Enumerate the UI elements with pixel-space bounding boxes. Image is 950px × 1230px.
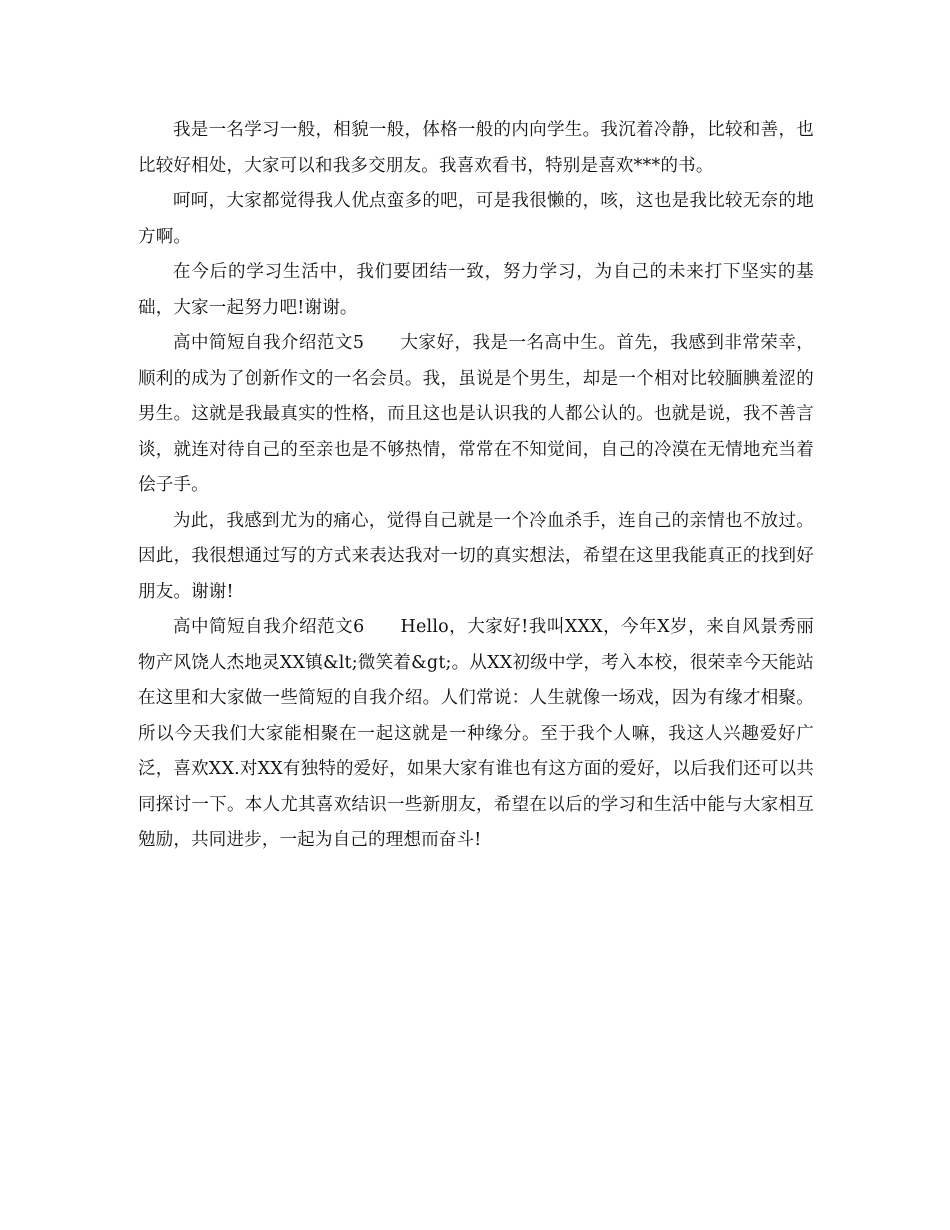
section-5-body: 大家好，我是一名高中生。首先，我感到非常荣幸，顺利的成为了创新作文的一名会员。我，虽说是个男生，却是一个相对比较腼腆羞涩的男生。这就是我最真实的性格，而且这也是认识我的人都公认的。也就是说，我不善言谈，就连对待自己的至亲也是不够热情，常常在不知觉间，自己的冷漠在无情地充当着侩子手。 <box>138 333 814 495</box>
paragraph-after-5: 为此，我感到尤为的痛心，觉得自己就是一个冷血杀手，连自己的亲情也不放过。因此，我很想通过写的方式来表达我对一切的真实想法，希望在这里我能真正的找到好朋友。谢谢! <box>138 510 814 602</box>
paragraph-1: 我是一名学习一般，相貌一般，体格一般的内向学生。我沉着冷静，比较和善，也比较好相处，大家可以和我多交朋友。我喜欢看书，特别是喜欢***的书。 <box>138 120 814 176</box>
document-page <box>138 113 814 859</box>
section-6-heading: 高中简短自我介绍范文6 <box>173 617 365 637</box>
section-6-body: Hello，大家好!我叫XXX，今年X岁，来自风景秀丽物产风饶人杰地灵XX镇&lt;微笑着&gt;。从XX初级中学，考入本校，很荣幸今天能站在这里和大家做一些简短的自我介绍。人们常说：人生就像一场戏，因为有缘才相聚。所以今天我们大家能相聚在一起这就是一种缘分。至于我个人嘛，我这人兴趣爱好广泛，喜欢XX.对XX有独特的爱好，如果大家有谁也有这方面的爱好，以后我们还可以共同探讨一下。本人尤其喜欢结识一些新朋友，希望在以后的学习和生活中能与大家相互勉励，共同进步，一起为自己的理想而奋斗! <box>138 617 814 850</box>
section-5-heading: 高中简短自我介绍范文5 <box>173 333 365 353</box>
section-5-paragraph <box>138 326 814 504</box>
section-6-paragraph <box>138 610 814 859</box>
paragraph-2: 呵呵，大家都觉得我人优点蛮多的吧，可是我很懒的，咳，这也是我比较无奈的地方啊。 <box>138 191 814 247</box>
paragraph-3: 在今后的学习生活中，我们要团结一致，努力学习，为自己的未来打下坚实的基础，大家一起努力吧!谢谢。 <box>138 262 814 318</box>
